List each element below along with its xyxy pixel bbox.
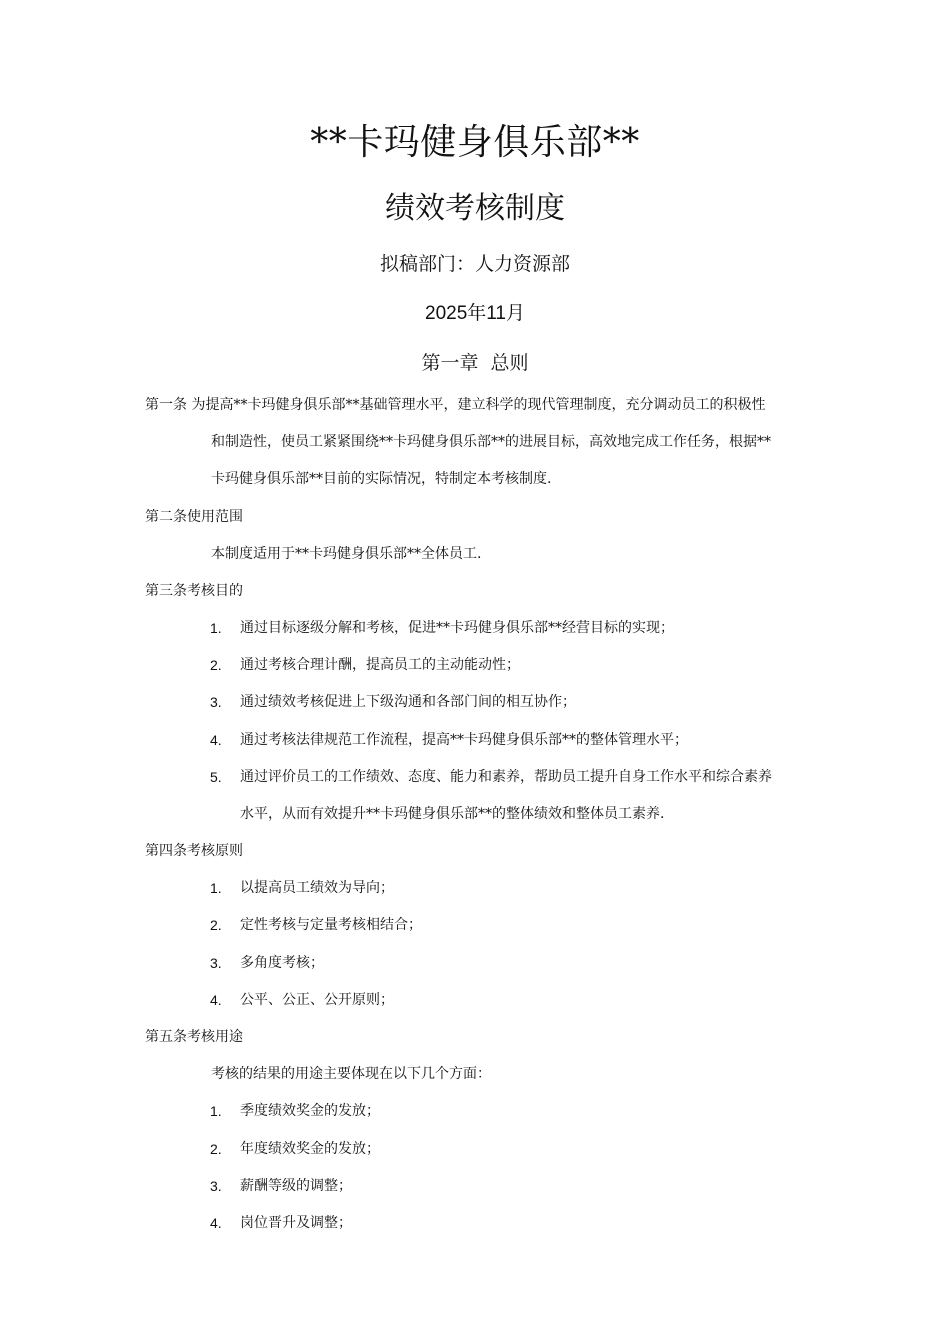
list-item: 通过评价员工的工作绩效、态度、能力和素养，帮助员工提升自身工作水平和综合素养: [240, 769, 772, 785]
list-item: 岗位晋升及调整；: [240, 1215, 352, 1231]
list-number: 2.: [210, 657, 222, 673]
list-item: 以提高员工绩效为导向；: [240, 880, 394, 896]
article2-text: 本制度适用于**卡玛健身俱乐部**全体员工.: [211, 546, 482, 562]
list-item: 年度绩效奖金的发放；: [240, 1141, 380, 1157]
list-item: 通过绩效考核促进上下级沟通和各部门间的相互协作；: [240, 694, 576, 710]
document-date: 2025年11月: [425, 303, 525, 324]
list-item: 通过考核合理计酬，提高员工的主动能动性；: [240, 657, 520, 673]
list-number: 4.: [210, 1215, 222, 1231]
document-subtitle: 绩效考核制度: [385, 191, 565, 226]
drafting-department: 拟稿部门：人力资源部: [379, 253, 570, 275]
list-item-continuation: 水平，从而有效提升**卡玛健身俱乐部**的整体绩效和整体员工素养.: [240, 806, 665, 822]
list-number: 1.: [210, 880, 222, 896]
article4-heading: 第四条考核原则: [145, 843, 243, 859]
document-title: **卡玛健身俱乐部**: [310, 122, 640, 163]
list-number: 3.: [210, 955, 222, 971]
article2-heading: 第二条使用范围: [145, 509, 243, 525]
list-item: 薪酬等级的调整；: [240, 1178, 352, 1194]
list-item: 通过考核法律规范工作流程，提高**卡玛健身俱乐部**的整体管理水平；: [240, 732, 688, 748]
list-item: 定性考核与定量考核相结合；: [240, 917, 422, 933]
list-number: 1.: [210, 620, 222, 636]
list-item: 公平、公正、公开原则；: [240, 992, 394, 1008]
list-number: 3.: [210, 1178, 222, 1194]
list-number: 5.: [210, 769, 222, 785]
article5-heading: 第五条考核用途: [145, 1029, 243, 1045]
article1-line1: 第一条 为提高**卡玛健身俱乐部**基础管理水平，建立科学的现代管理制度，充分调动员工的积极性: [145, 397, 766, 413]
list-number: 2.: [210, 1141, 222, 1157]
chapter-heading: 第一章 总则: [421, 352, 529, 374]
list-number: 1.: [210, 1103, 222, 1119]
list-number: 3.: [210, 694, 222, 710]
list-number: 2.: [210, 917, 222, 933]
list-item: 多角度考核；: [240, 955, 324, 971]
list-item: 通过目标逐级分解和考核，促进**卡玛健身俱乐部**经营目标的实现；: [240, 620, 674, 636]
list-number: 4.: [210, 992, 222, 1008]
list-item: 季度绩效奖金的发放；: [240, 1103, 380, 1119]
list-number: 4.: [210, 732, 222, 748]
article1-line3: 卡玛健身俱乐部**目前的实际情况，特制定本考核制度.: [211, 471, 552, 487]
article5-intro: 考核的结果的用途主要体现在以下几个方面：: [211, 1066, 491, 1082]
article1-line2: 和制造性，使员工紧紧围绕**卡玛健身俱乐部**的进展目标，高效地完成工作任务，根据**: [211, 434, 771, 450]
article3-heading: 第三条考核目的: [145, 583, 243, 599]
